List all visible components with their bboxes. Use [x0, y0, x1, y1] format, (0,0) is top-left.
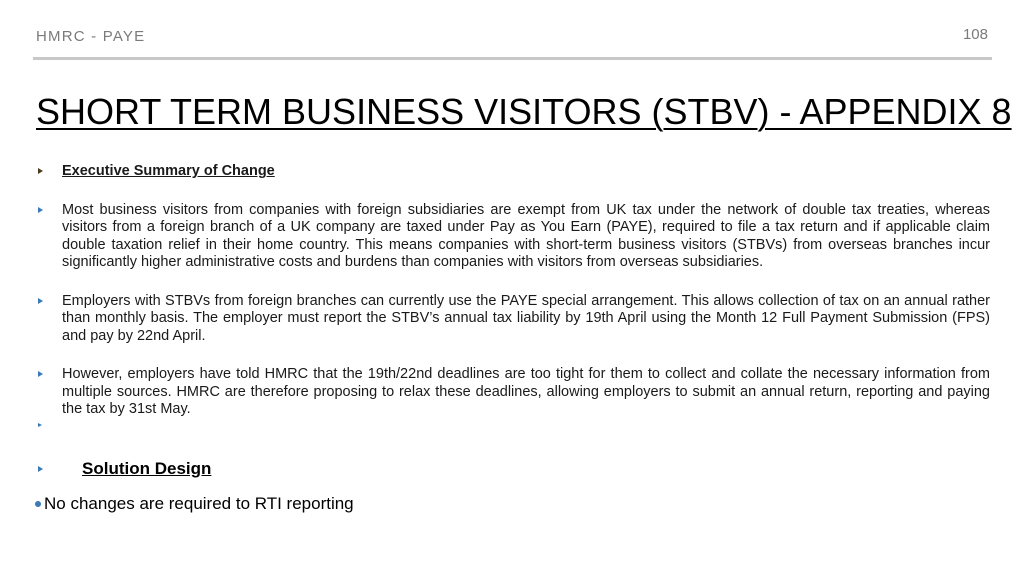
section-label: HMRC - PAYE	[36, 28, 146, 45]
bullet-arrow-icon	[38, 168, 43, 174]
paragraph-text: Most business visitors from companies with foreign subsidiaries are exempt from UK tax under the network of double tax treaties, whereas visitors from a foreign branch of a UK company are taxed under Pay as You Earn (PAYE), required to file a tax return and if applicable claim double taxation relief in their home country. This means companies with short-term business visitors (STBVs) from overseas branches incur significantly higher administrative costs and burdens than companies with visitors from overseas subsidiaries.	[62, 201, 990, 270]
paragraph-text: However, employers have told HMRC that the 19th/22nd deadlines are too tight for them to collect and collate the necessary information from multiple sources. HMRC are therefore proposing to relax these deadlines, allowing employers to submit an annual return, reporting and paying the tax by 31st May.	[62, 366, 990, 417]
paragraph-text: Employers with STBVs from foreign branches can currently use the PAYE special arrangement. This allows collection of tax on an annual rather than monthly basis. The employer must report the STBV’s annual tax liability by 19th April using the Month 12 Full Payment Submission (FPS) and pay by 22nd April.	[62, 292, 990, 344]
solution-design-bullet	[36, 458, 636, 480]
page-number: 108	[962, 26, 988, 43]
bullet-arrow-icon	[38, 207, 43, 213]
solution-heading: Solution Design	[82, 459, 212, 478]
slide-header	[36, 28, 988, 48]
bullet-arrow-icon	[38, 298, 43, 304]
bullet-arrow-icon	[38, 423, 42, 427]
bullet-dot-icon	[35, 501, 41, 507]
bullet-summary-heading	[36, 163, 990, 181]
bullet-paragraph	[36, 293, 990, 346]
bullet-list	[36, 163, 990, 432]
solution-note	[35, 494, 354, 514]
bullet-paragraph	[36, 366, 990, 419]
empty-bullet	[36, 420, 990, 432]
solution-note-text: No changes are required to RTI reporting	[44, 494, 354, 513]
header-divider	[33, 57, 992, 60]
bullet-paragraph	[36, 202, 990, 272]
bullet-arrow-icon	[38, 466, 43, 472]
summary-heading: Executive Summary of Change	[62, 163, 275, 179]
slide-title: SHORT TERM BUSINESS VISITORS (STBV) - APPENDIX 8	[36, 91, 1012, 132]
bullet-arrow-icon	[38, 371, 43, 377]
